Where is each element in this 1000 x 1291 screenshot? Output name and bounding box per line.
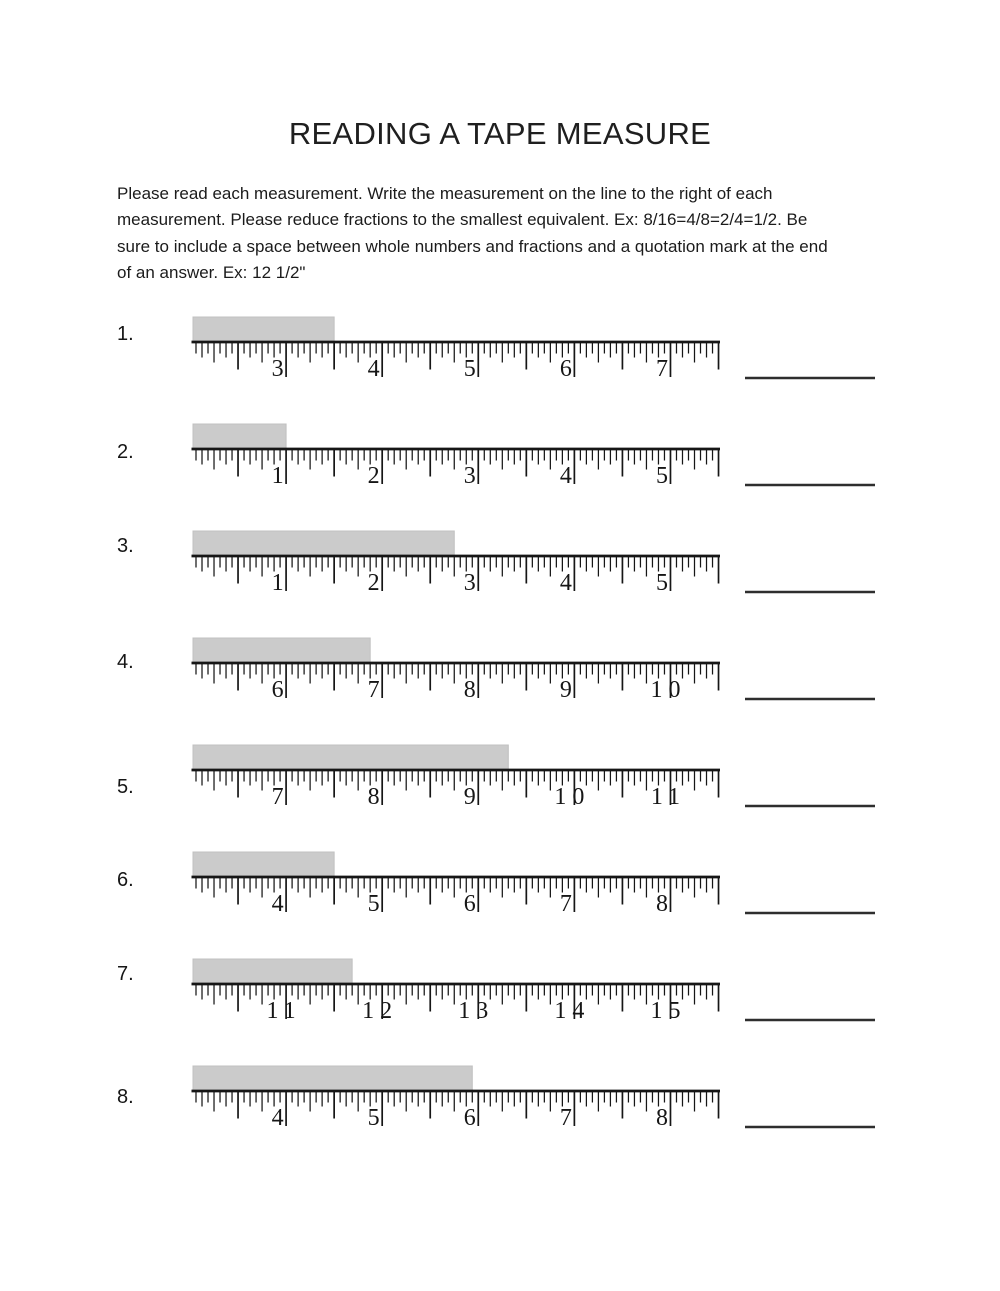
ruler-number: 7	[271, 784, 284, 810]
ruler-number: 13	[458, 998, 495, 1024]
item-number: 5.	[117, 776, 134, 798]
ruler-number: 3	[463, 570, 476, 596]
item-number: 6.	[117, 869, 134, 891]
ruler-row	[117, 852, 875, 917]
ruler-row	[117, 638, 875, 703]
item-number: 8.	[117, 1086, 134, 1108]
ruler-number: 10	[554, 784, 591, 810]
ruler-number: 2	[367, 570, 380, 596]
ruler-number: 11	[266, 998, 302, 1024]
measure-bar	[193, 852, 334, 877]
item-number: 1.	[117, 323, 134, 345]
item-number: 2.	[117, 441, 134, 463]
ruler-number: 4	[271, 891, 284, 917]
ruler-number: 5	[655, 570, 668, 596]
ruler-number: 11	[650, 784, 687, 810]
ruler-number: 9	[463, 784, 476, 810]
ruler-number: 4	[367, 356, 380, 382]
ruler-number: 8	[463, 677, 476, 703]
ruler-number: 4	[559, 463, 572, 489]
ruler-number: 5	[367, 891, 380, 917]
ruler-row	[117, 959, 875, 1024]
instructions-line: measurement. Please reduce fractions to the smallest equivalent. Ex: 8/16=4/8=2/4=1/2. Be	[117, 210, 808, 230]
ruler-number: 3	[271, 356, 284, 382]
ruler-number: 10	[650, 677, 687, 703]
measure-bar	[193, 959, 352, 984]
ruler-row	[117, 317, 875, 382]
page-title: READING A TAPE MEASURE	[288, 116, 712, 151]
ruler-row	[117, 531, 875, 596]
instructions-line: of an answer. Ex: 12 1/2"	[117, 262, 306, 282]
ruler-number: 6	[463, 1105, 476, 1131]
measure-bar	[193, 1066, 472, 1091]
ruler-number: 15	[650, 998, 687, 1024]
ruler-row	[117, 424, 875, 489]
ruler-number: 7	[559, 1105, 572, 1131]
ruler-number: 4	[559, 570, 572, 596]
ruler-number: 2	[367, 463, 380, 489]
ruler-number: 6	[463, 891, 476, 917]
ruler-number: 7	[367, 677, 380, 703]
ruler-number: 5	[655, 463, 668, 489]
ruler-number: 1	[271, 463, 284, 489]
ruler-number: 9	[559, 677, 572, 703]
ruler-number: 1	[271, 570, 284, 596]
instructions-line: Please read each measurement. Write the measurement on the line to the right of each	[117, 184, 773, 203]
item-number: 7.	[117, 963, 134, 985]
ruler-number: 6	[559, 356, 572, 382]
ruler-number: 7	[559, 891, 572, 917]
ruler-number: 5	[463, 356, 476, 382]
measure-bar	[193, 317, 334, 342]
item-number: 3.	[117, 535, 134, 557]
measure-bar	[193, 745, 508, 770]
ruler-number: 3	[463, 463, 476, 489]
ruler-number: 12	[362, 998, 399, 1024]
measure-bar	[193, 638, 370, 663]
ruler-number: 14	[554, 998, 591, 1024]
measure-bar	[193, 424, 286, 449]
item-number: 4.	[117, 651, 134, 673]
instructions-line: sure to include a space between whole numbers and fractions and a quotation mark at the end	[117, 236, 828, 256]
ruler-row	[117, 1066, 875, 1131]
ruler-number: 5	[367, 1105, 380, 1131]
ruler-number: 8	[655, 891, 668, 917]
ruler-row	[117, 745, 875, 810]
ruler-number: 4	[271, 1105, 284, 1131]
ruler-number: 6	[271, 677, 284, 703]
ruler-number: 8	[655, 1105, 668, 1131]
measure-bar	[193, 531, 454, 556]
ruler-number: 7	[655, 356, 668, 382]
ruler-number: 8	[367, 784, 380, 810]
